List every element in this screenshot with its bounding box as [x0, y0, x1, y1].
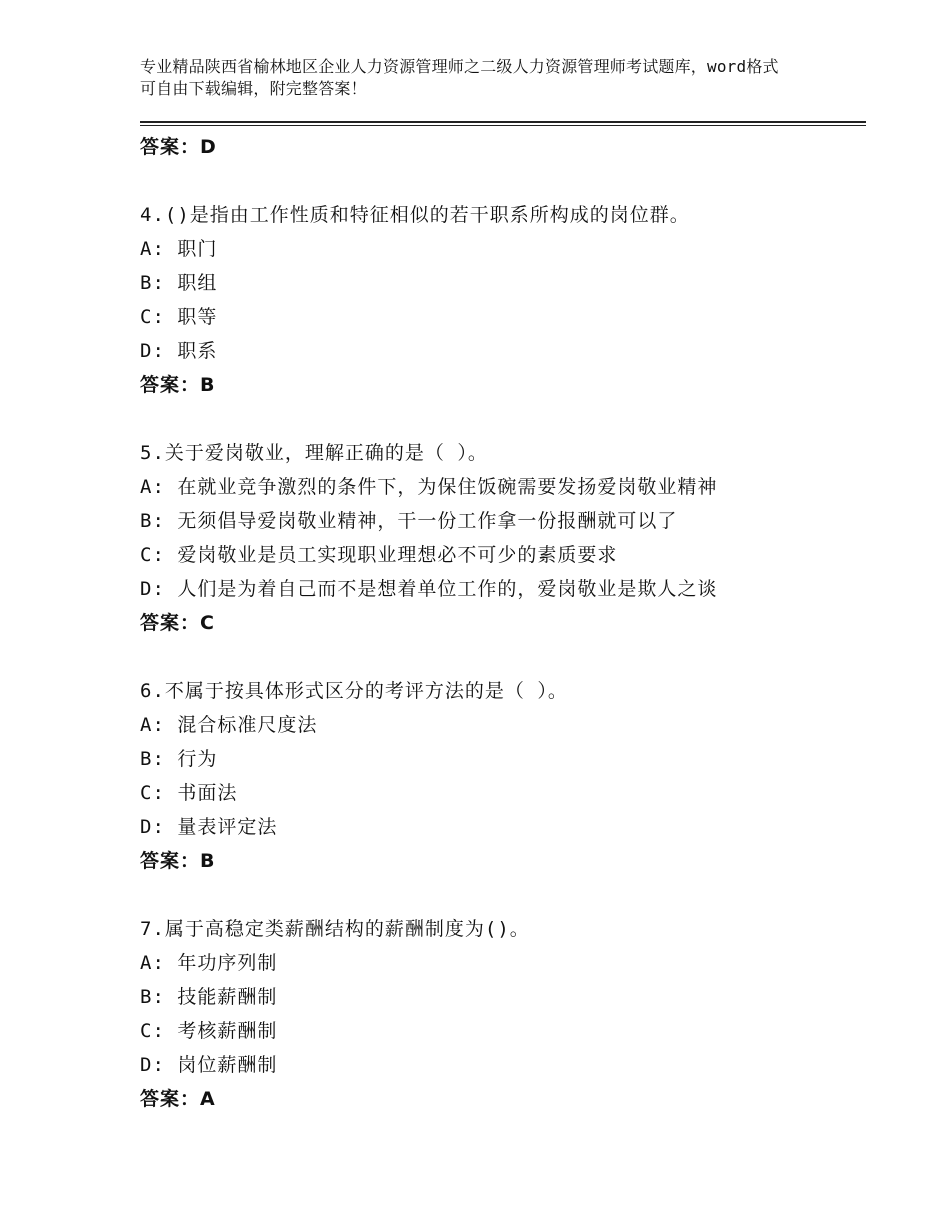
- page-header: 专业精品陕西省榆林地区企业人力资源管理师之二级人力资源管理师考试题库，word格式可自由下载编辑，附完整答案！: [140, 57, 779, 98]
- question-block: [140, 198, 866, 402]
- answer-line: 答案：C: [140, 612, 215, 634]
- option-c: C: 爱岗敬业是员工实现职业理想必不可少的素质要求: [140, 544, 618, 566]
- question-stem: 6.不属于按具体形式区分的考评方法的是（ ）。: [140, 680, 568, 702]
- option-c: C: 考核薪酬制: [140, 1020, 278, 1042]
- option-a: A: 混合标准尺度法: [140, 714, 318, 736]
- option-c: C: 书面法: [140, 782, 238, 804]
- question-stem: 7.属于高稳定类薪酬结构的薪酬制度为()。: [140, 918, 530, 940]
- header-rule-thick: [140, 121, 866, 123]
- question-block: [140, 912, 866, 1116]
- spacer: [140, 402, 866, 436]
- option-a: A: 在就业竞争激烈的条件下，为保住饭碗需要发扬爱岗敬业精神: [140, 476, 718, 498]
- answer-line: 答案：A: [140, 1088, 216, 1110]
- answer-line: 答案：B: [140, 374, 216, 396]
- spacer: [140, 164, 866, 198]
- question-stem: 4.()是指由工作性质和特征相似的若干职系所构成的岗位群。: [140, 204, 690, 226]
- option-d: D: 人们是为着自己而不是想着单位工作的，爱岗敬业是欺人之谈: [140, 578, 718, 600]
- option-b: B: 行为: [140, 748, 218, 770]
- header-rule-thin: [140, 125, 866, 126]
- option-d: D: 职系: [140, 340, 218, 362]
- question-stem: 5.关于爱岗敬业，理解正确的是（ ）。: [140, 442, 488, 464]
- spacer: [140, 878, 866, 912]
- answer-line: 答案：B: [140, 850, 216, 872]
- question-block: [140, 674, 866, 878]
- question-list: [140, 130, 866, 1116]
- option-b: B: 无须倡导爱岗敬业精神，干一份工作拿一份报酬就可以了: [140, 510, 678, 532]
- previous-answer: 答案：D: [140, 136, 217, 158]
- option-d: D: 量表评定法: [140, 816, 278, 838]
- option-c: C: 职等: [140, 306, 218, 328]
- spacer: [140, 640, 866, 674]
- option-a: A: 职门: [140, 238, 218, 260]
- option-b: B: 技能薪酬制: [140, 986, 278, 1008]
- option-a: A: 年功序列制: [140, 952, 278, 974]
- option-d: D: 岗位薪酬制: [140, 1054, 278, 1076]
- question-block: [140, 436, 866, 640]
- option-b: B: 职组: [140, 272, 218, 294]
